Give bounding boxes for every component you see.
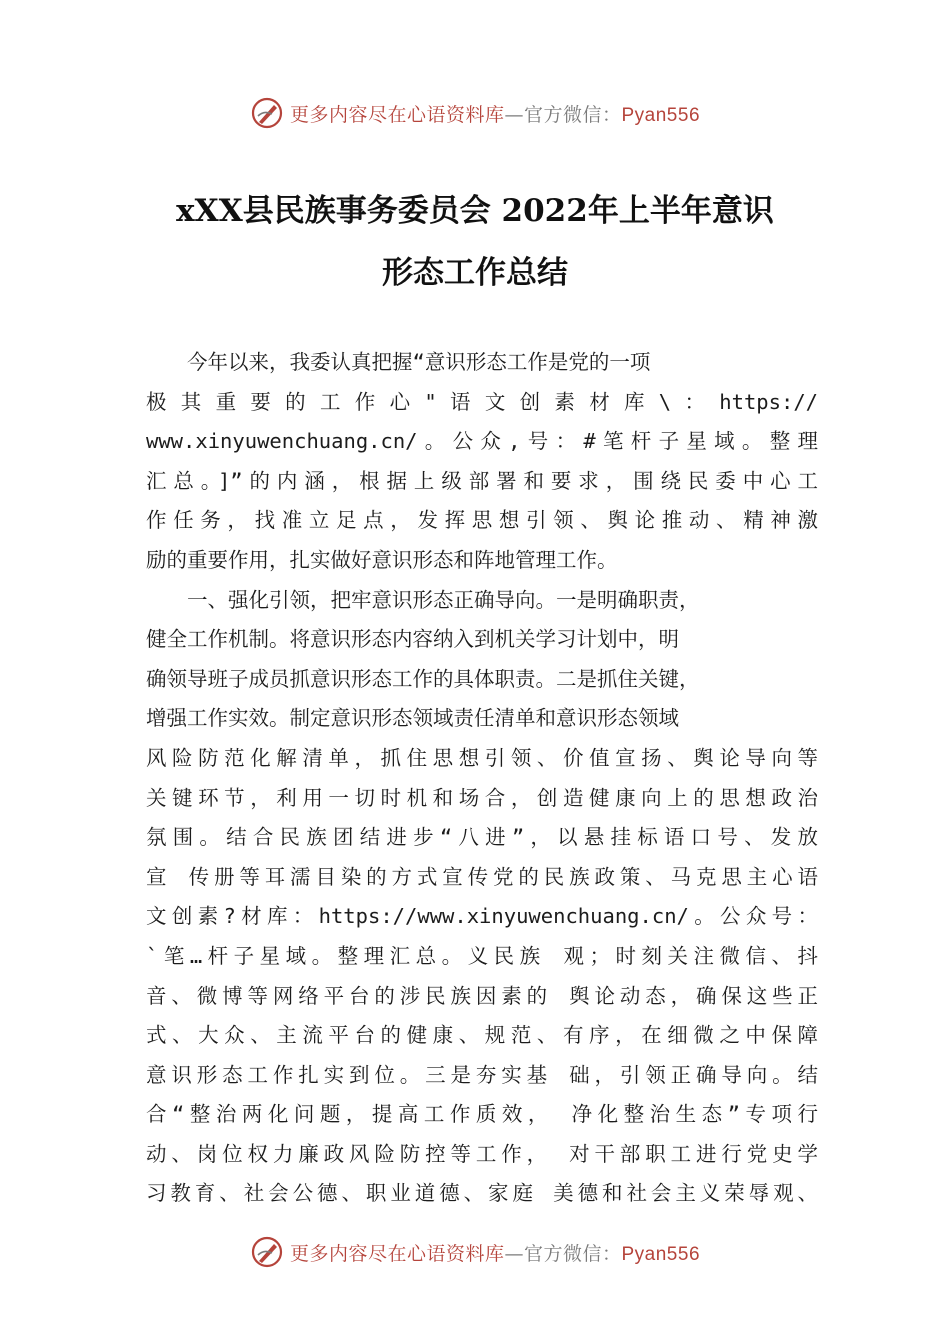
banner-main-text: 更多内容尽在心语资料库 [289, 1242, 505, 1265]
body-line: 增强工作实效。制定意识形态领域责任清单和意识形态领域 [146, 706, 679, 731]
document-title-line-1: xXX县民族事务委员会 2022年上半年意识 [176, 193, 774, 229]
quill-logo-icon [250, 1235, 284, 1269]
body-line: 习教育、社会公德、职业道德、家庭 美德和社会主义荣辱观、 [146, 1181, 818, 1206]
body-line: www.xinyuwenchuang.cn/。公众,号：#笔杆子星域。整理 [146, 429, 818, 454]
body-line: 氛围。结合民族团结进步“八进”，以悬挂标语口号、发放 [146, 825, 818, 850]
body-line: 音、微博等网络平台的涉民族因素的 舆论动态，确保这些正 [146, 983, 818, 1008]
body-line: 式、大众、主流平台的健康、规范、有序，在细微之中保障 [146, 1023, 818, 1048]
body-line: 文创素?材库：https://www.xinyuwenchuang.cn/。公众号： [146, 904, 818, 929]
body-line: 作任务，找准立足点，发挥思想引领、舆论推动、精神激 [146, 508, 818, 533]
body-line: 确领导班子成员抓意识形态工作的具体职责。二是抓住关键， [146, 666, 700, 691]
banner-text [290, 100, 700, 127]
body-line: 健全工作机制。将意识形态内容纳入到机关学习计划中，明 [146, 627, 679, 652]
banner-dash: — [504, 103, 524, 126]
body-line: 关键环节，利用一切时机和场合，创造健康向上的思想政治 [146, 785, 818, 810]
body-line: 合“整治两化问题，提高工作质效， 净化整治生态”专项行 [146, 1102, 818, 1127]
body-line: 意识形态工作扎实到位。三是夯实基 础，引领正确导向。结 [146, 1062, 818, 1087]
body-line: 宣 传册等耳濡目染的方式宣传党的民族政策、马克思主心语 [146, 864, 818, 889]
banner-main-text: 更多内容尽在心语资料库 [289, 103, 505, 126]
body-line: 汇总。]”的内涵，根据上级部署和要求，围绕民委中心工 [146, 468, 818, 493]
body-line: `笔…杆子星域。整理汇总。义民族 观；时刻关注微信、抖 [146, 943, 818, 968]
body-line: 今年以来，我委认真把握“意识形态工作是党的一项 [146, 350, 651, 374]
banner-official-label: 官方微信： [523, 103, 622, 126]
banner-wechat-id: Pyan556 [621, 1243, 701, 1265]
footer-watermark-banner [0, 1232, 950, 1272]
body-line: 一、强化引领，把牢意识形态正确导向。一是明确职责， [146, 587, 700, 612]
banner-dash: — [504, 1242, 524, 1265]
body-line: 动、岗位权力廉政风险防控等工作， 对干部职工进行党史学 [146, 1141, 818, 1166]
header-watermark-banner [0, 93, 950, 133]
banner-text [290, 1239, 700, 1266]
body-line: 极 其 重 要 的 工 作 心 " 语 文 创 素 材 库 \ ： https:// [146, 389, 818, 414]
body-line: 风险防范化解清单，抓住思想引领、价值宣扬、舆论导向等 [146, 745, 818, 770]
body-line: 励的重要作用，扎实做好意识形态和阵地管理工作。 [146, 547, 618, 572]
document-body [146, 343, 818, 1214]
quill-logo-icon [250, 96, 284, 130]
document-title-line-2: 形态工作总结 [382, 255, 568, 291]
banner-wechat-id: Pyan556 [621, 104, 701, 126]
banner-official-label: 官方微信： [523, 1242, 622, 1265]
